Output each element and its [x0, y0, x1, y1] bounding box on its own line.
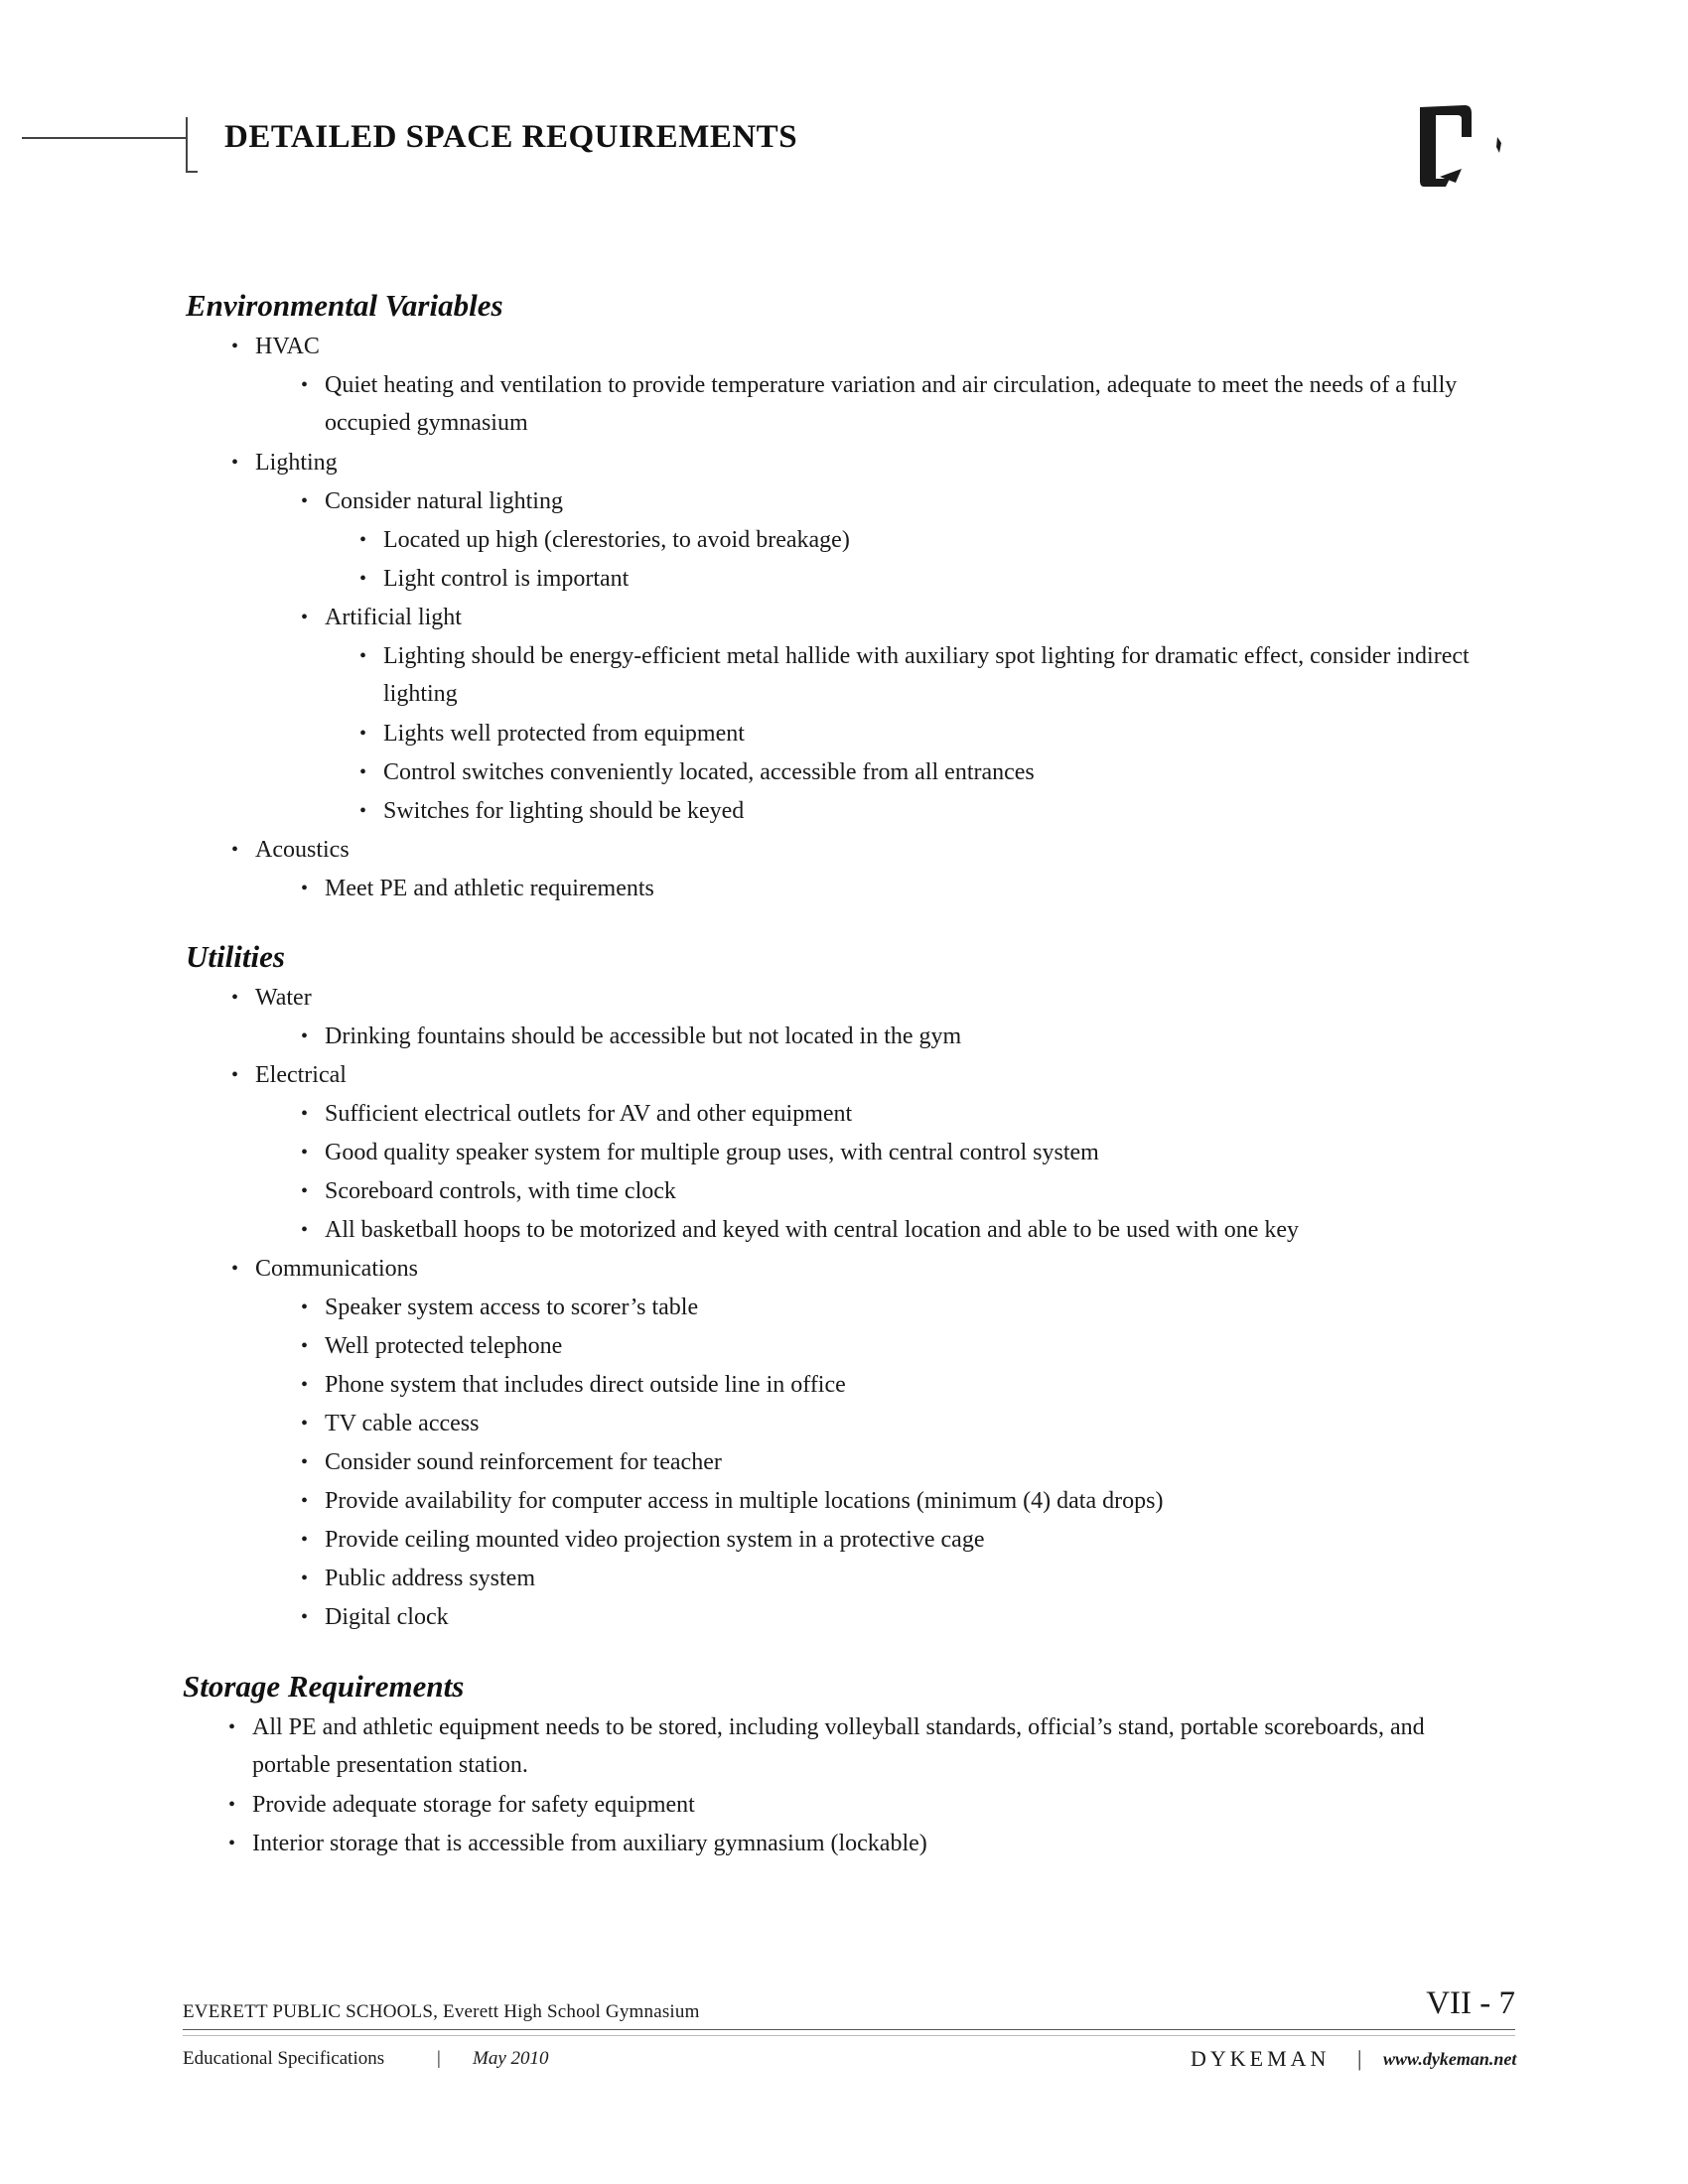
list-item: • Well protected telephone — [325, 1327, 562, 1365]
bullet: • — [301, 1297, 309, 1318]
list-item: • Consider natural lighting — [325, 482, 563, 520]
list-item: • Digital clock — [325, 1598, 449, 1636]
list-item: • Consider sound reinforcement for teacher — [325, 1443, 722, 1481]
bullet: • — [228, 1833, 236, 1854]
bullet: • — [301, 1180, 309, 1202]
list-item: • Light control is important — [383, 560, 629, 598]
footer-rule-light — [183, 2035, 1515, 2036]
header-rule — [22, 137, 186, 139]
footer-date: May 2010 — [473, 2048, 549, 2069]
bullet: • — [228, 1716, 236, 1738]
bullet: • — [228, 1794, 236, 1816]
list-item: • Scoreboard controls, with time clock — [325, 1172, 676, 1210]
bullet: • — [301, 490, 309, 512]
list-item: • Provide availability for computer access in multiple locations (minimum (4) data drops) — [325, 1482, 1163, 1520]
bullet: • — [301, 1335, 309, 1357]
footer-separator: | — [437, 2048, 441, 2069]
list-item: • TV cable access — [325, 1405, 479, 1442]
list-item: • Lighting should be energy-efficient metal hallide with auxiliary spot lighting for dramatic effect, consider indirect lighting — [383, 637, 1515, 713]
bullet: • — [301, 1142, 309, 1163]
section-heading-storage: Storage Requirements — [183, 1669, 465, 1704]
bullet: • — [301, 878, 309, 899]
list-item: • Electrical — [255, 1056, 347, 1094]
footer-document: Educational Specifications — [183, 2048, 385, 2069]
list-item: • All PE and athletic equipment needs to be stored, including volleyball standards, official’s stand, portable scoreboards, and portable presentation station. — [252, 1708, 1503, 1784]
footer-url: www.dykeman.net — [1383, 2049, 1517, 2069]
list-item: • Provide adequate storage for safety equipment — [252, 1786, 695, 1824]
list-item: • Quiet heating and ventilation to provide temperature variation and air circulation, adequate to meet the needs of a fully occupied gymnasium — [325, 366, 1506, 442]
bullet: • — [301, 1606, 309, 1628]
list-item: • Sufficient electrical outlets for AV and other equipment — [325, 1095, 852, 1133]
list-item: • Phone system that includes direct outside line in office — [325, 1366, 846, 1404]
bullet: • — [231, 1064, 239, 1086]
footer-rule — [183, 2029, 1515, 2030]
bullet: • — [301, 1568, 309, 1589]
list-item: • Drinking fountains should be accessible but not located in the gym — [325, 1018, 961, 1055]
bullet: • — [301, 1103, 309, 1125]
bullet: • — [231, 336, 239, 357]
bullet: • — [301, 1025, 309, 1047]
list-item: • Lights well protected from equipment — [383, 715, 745, 752]
list-item: • HVAC — [255, 328, 320, 365]
bullet: • — [359, 761, 367, 783]
bullet: • — [359, 529, 367, 551]
section-heading-utilities: Utilities — [186, 939, 285, 974]
list-item: • Located up high (clerestories, to avoid breakage) — [383, 521, 850, 559]
bullet: • — [359, 723, 367, 745]
list-item: • Interior storage that is accessible from auxiliary gymnasium (lockable) — [252, 1825, 927, 1862]
bullet: • — [359, 645, 367, 667]
bullet: • — [359, 800, 367, 822]
bullet: • — [301, 1219, 309, 1241]
list-item: • Good quality speaker system for multiple group uses, with central control system — [325, 1134, 1099, 1171]
bullet: • — [231, 1258, 239, 1280]
footer-separator: | — [1357, 2046, 1362, 2071]
list-item: • Public address system — [325, 1560, 535, 1597]
page-number: VII - 7 — [1426, 1985, 1515, 2021]
bullet: • — [231, 452, 239, 474]
bullet: • — [359, 568, 367, 590]
list-item: • Water — [255, 979, 312, 1017]
bullet: • — [301, 374, 309, 396]
footer-firm: DYKEMAN — [1191, 2046, 1331, 2071]
list-item: • All basketball hoops to be motorized and keyed with central location and able to be used with one key — [325, 1211, 1299, 1249]
bullet: • — [301, 607, 309, 628]
dykeman-logo-icon — [1410, 97, 1519, 197]
bullet: • — [301, 1529, 309, 1551]
bullet: • — [301, 1490, 309, 1512]
list-item: • Speaker system access to scorer’s table — [325, 1289, 698, 1326]
bullet: • — [301, 1451, 309, 1473]
list-item: • Control switches conveniently located, accessible from all entrances — [383, 753, 1035, 791]
header-tick — [186, 117, 188, 173]
list-item: • Communications — [255, 1250, 418, 1288]
bullet: • — [301, 1413, 309, 1434]
section-heading-environmental: Environmental Variables — [186, 288, 503, 323]
list-item: • Meet PE and athletic requirements — [325, 870, 654, 907]
footer-client: EVERETT PUBLIC SCHOOLS, Everett High School Gymnasium — [183, 2001, 700, 2022]
list-item: • Acoustics — [255, 831, 350, 869]
list-item: • Artificial light — [325, 599, 462, 636]
list-item: • Provide ceiling mounted video projection system in a protective cage — [325, 1521, 984, 1559]
list-item: • Lighting — [255, 444, 338, 481]
list-item: • Switches for lighting should be keyed — [383, 792, 744, 830]
bullet: • — [301, 1374, 309, 1396]
page-title: DETAILED SPACE REQUIREMENTS — [224, 119, 798, 155]
bullet: • — [231, 839, 239, 861]
bullet: • — [231, 987, 239, 1009]
header-tick-foot — [186, 171, 198, 173]
